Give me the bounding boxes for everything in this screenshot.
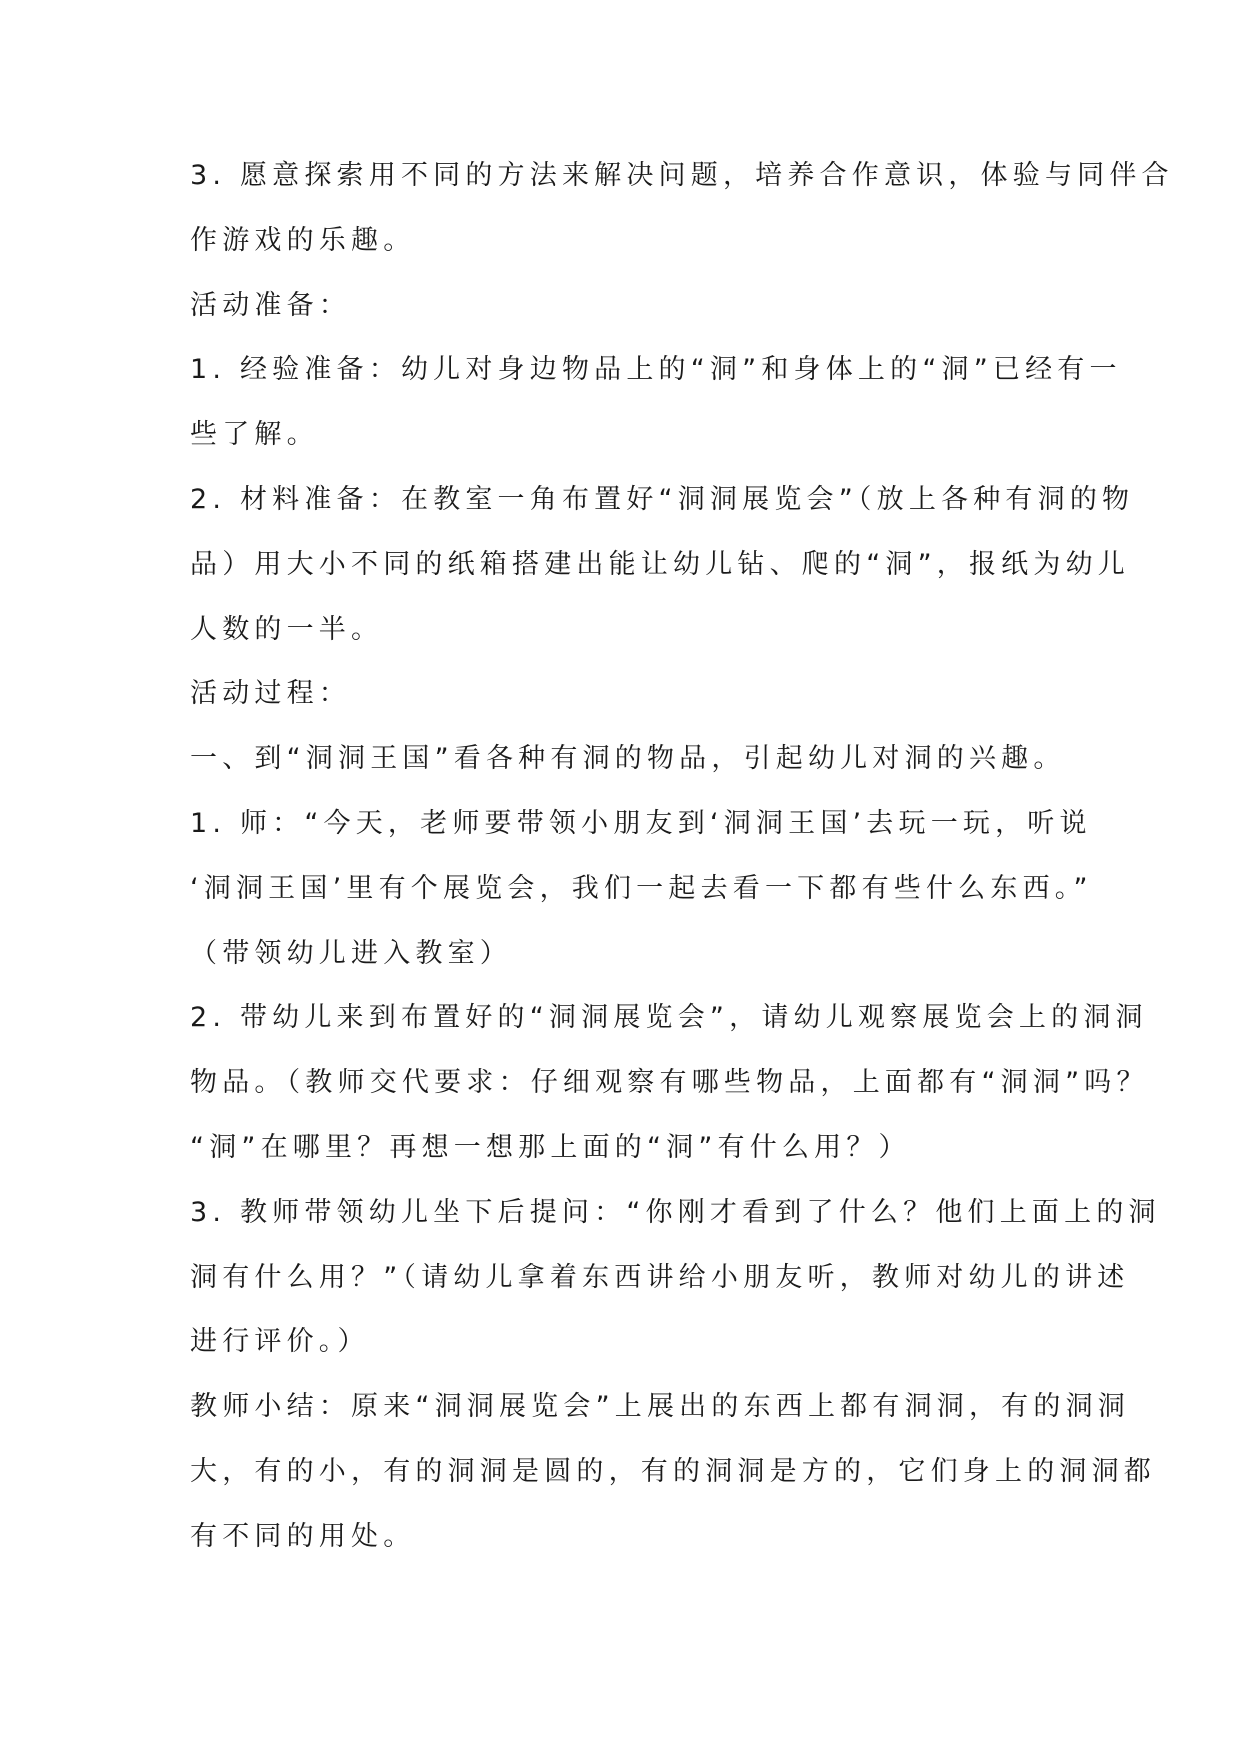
text-line: 有不同的用处。 <box>190 1520 416 1552</box>
text-line: 2. 材料准备：在教室一角布置好“洞洞展览会”（放上各种有洞的物 <box>190 483 1135 515</box>
text-line: 3. 愿意探索用不同的方法来解决问题，培养合作意识，体验与同伴合 <box>190 160 1174 191</box>
text-line: （带领幼儿进入教室） <box>190 937 512 969</box>
text-line: 一、到“洞洞王国”看各种有洞的物品，引起幼儿对洞的兴趣。 <box>190 743 1066 775</box>
text-line: 品）用大小不同的纸箱搭建出能让幼儿钻、爬的“洞”，报纸为幼儿 <box>190 548 1130 580</box>
text-line: 物品。（教师交代要求：仔细观察有哪些物品，上面都有“洞洞”吗？ <box>190 1067 1149 1099</box>
text-line: 进行评价。） <box>190 1326 370 1358</box>
text-line: 作游戏的乐趣。 <box>190 224 416 256</box>
document-body <box>190 156 1174 1582</box>
text-line: 洞有什么用？”（请幼儿拿着东西讲给小朋友听，教师对幼儿的讲述 <box>190 1261 1130 1293</box>
text-line: 些了解。 <box>190 419 319 451</box>
section-heading-preparation: 活动准备： <box>190 289 351 321</box>
section-heading-process: 活动过程： <box>190 678 351 710</box>
text-line: 1. 师：“今天，老师要带领小朋友到‘洞洞王国’去玩一玩，听说 <box>190 807 1092 839</box>
text-line: ‘洞洞王国’里有个展览会，我们一起去看一下都有些什么东西。” <box>190 872 1093 904</box>
text-line: 大，有的小，有的洞洞是圆的，有的洞洞是方的，它们身上的洞洞都 <box>190 1455 1156 1487</box>
text-line: 教师小结：原来“洞洞展览会”上展出的东西上都有洞洞，有的洞洞 <box>190 1391 1130 1423</box>
text-line: 2. 带幼儿来到布置好的“洞洞展览会”，请幼儿观察展览会上的洞洞 <box>190 1002 1148 1034</box>
text-line: 人数的一半。 <box>190 613 384 645</box>
text-line: “洞”在哪里？再想一想那上面的“洞”有什么用？） <box>190 1131 911 1163</box>
text-line: 1. 经验准备：幼儿对身边物品上的“洞”和身体上的“洞”已经有一 <box>190 354 1122 386</box>
text-line: 3. 教师带领幼儿坐下后提问：“你刚才看到了什么？他们上面上的洞 <box>190 1196 1161 1228</box>
